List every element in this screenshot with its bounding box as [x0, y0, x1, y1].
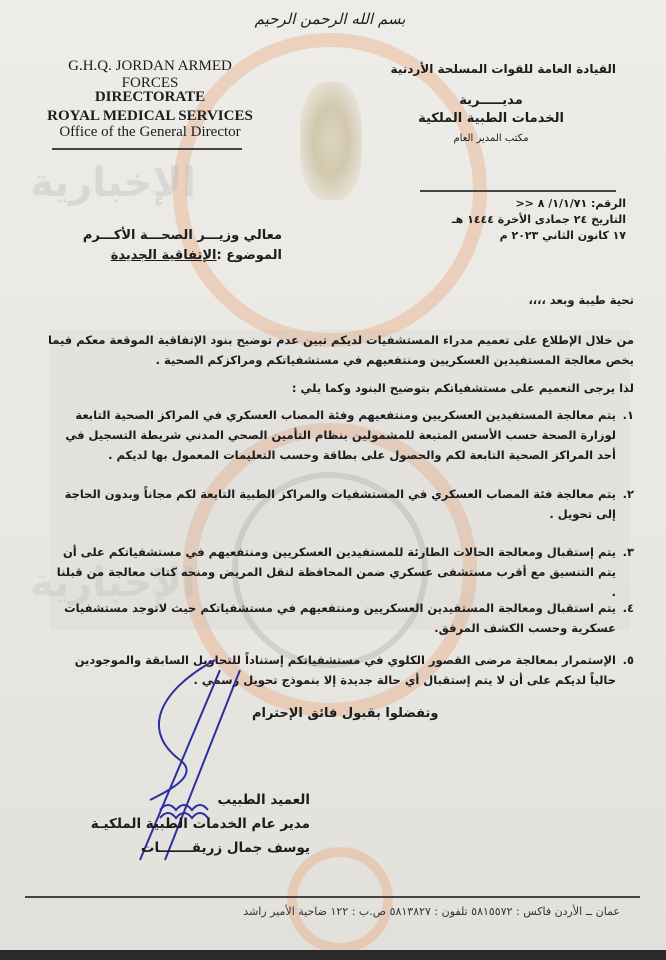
signatory-name: يوسف جمال زريقـــــــات	[140, 840, 310, 856]
header-ar-directorate-line: مديـــــرية	[459, 93, 523, 108]
ref-gregorian-date: ١٧ كانون الثاني ٢٠٢٣ م	[499, 229, 626, 242]
header-ar-rms-line: الخدمات الطبية الملكية	[418, 111, 564, 126]
reference-block	[416, 196, 626, 244]
ref-number-value: ١/١/٧١/ ٨ <<	[515, 197, 588, 210]
list-item-number: ١.	[622, 408, 634, 422]
list-item	[54, 650, 634, 690]
list-item-text: يتم معالجة المستفيدين العسكريين ومنتفعيهم وفئة المصاب العسكري في المراكز الصحية التابعة لوزارة الصحة حسب الأسس المتبعة للمشمولين بنظام التأمين الصحي المدني شريطة التسجيل في أحد المراكز الصحية التابعة لكم والحصول على بطاقة وحسب التعليمات المعمول بها لديكم .	[65, 408, 616, 462]
request-paragraph: لذا يرجى التعميم على مستشفياتكم بتوضيح البنود وكما يلي :	[291, 381, 634, 395]
header-en-directorate-line: DIRECTORATE	[94, 89, 206, 105]
list-item-number: ٢.	[622, 487, 634, 501]
header-divider-right	[420, 190, 616, 192]
watermark-text: الإخبارية	[30, 560, 196, 606]
photo-edge	[0, 950, 666, 960]
list-item-text: يتم استقبال ومعالجة المستفيدين العسكريين ومنتفعيهم في مستشفياتكم حيث لاتوجد مستشفيات عسكرية وحسب الكشف المرفق.	[64, 601, 616, 635]
footer-address: عمان ــ الأردن فاكس : ٥٨١٥٥٧٢ تلفون : ٥٨١٣٨٢٧ ص.ب : ١٢٢ ضاحية الأمير راشد	[243, 905, 620, 918]
ref-hijri-date: ٢٤ جمادى الأخرة ١٤٤٤ هـ	[451, 213, 588, 226]
signatory-title: مدير عام الخدمات الطبية الملكيـة	[90, 816, 310, 832]
list-item	[54, 484, 634, 524]
ref-date-label: التاريخ	[591, 213, 626, 226]
footer-divider	[25, 896, 640, 898]
closing-line: وتفضلوا بقبول فائق الإحترام	[252, 706, 439, 721]
header-ar-directorate	[411, 92, 571, 128]
list-item	[54, 542, 634, 602]
greeting: تحية طيبة وبعد ،،،،	[528, 293, 634, 307]
subject-label: الموضوع :	[216, 248, 282, 263]
subject-value: الإتفاقية الجديدة	[110, 248, 217, 263]
royal-crest-emblem	[300, 82, 362, 200]
list-item	[54, 598, 634, 638]
header-en-rms-line: ROYAL MEDICAL SERVICES	[47, 108, 253, 124]
header-divider-left	[52, 148, 242, 150]
addressee-block	[42, 226, 282, 266]
header-ar-command: القيادة العامة للقوات المسلحة الأردنية	[390, 62, 616, 76]
list-item-text: يتم معالجة فئة المصاب العسكري في المستشفيات والمراكز الطبية التابعة لكم مجاناً وبدون الحاجة إلى تحويل .	[64, 487, 616, 521]
signatory-rank: العميد الطبيب	[217, 792, 310, 808]
basmala: بسم الله الرحمن الرحيم	[254, 10, 406, 28]
list-item-number: ٣.	[622, 545, 634, 559]
recipient: معالي وزيـــر الصحـــة الأكـــرم	[82, 228, 282, 243]
intro-paragraph: من خلال الإطلاع على تعميم مدراء المستشفيات لديكم تبين عدم توضيح بنود الإتفاقية الموقعة معكم فيما يخص معالجة المستفيدين العسكريين ومنتفعيهم في مستشفياتكم ومراكزكم الصحية .	[47, 333, 634, 367]
list-item-text: يتم إستقبال ومعالجة الحالات الطارئة للمستفيدين العسكريين ومنتفعيهم في مستشفياتكم على أن يتم التنسيق مع أقرب مستشفى عسكري ضمن المحافظة لنقل المريض ومنحه كتاب معالجة من قبلنا .	[56, 545, 616, 599]
list-item-number: ٥.	[622, 653, 634, 667]
header-ar-office: مكتب المدير العام	[453, 133, 529, 144]
header-en-directorate	[40, 88, 260, 126]
list-item	[54, 405, 634, 465]
list-item-text: الإستمرار بمعالجة مرضى القصور الكلوي في مستشفياتكم إستناداً للتحاويل السابقة والموجودين حالياً لديكم على أن لا يتم إستقبال أي حالة جديدة إلا بنموذج تحويل رسمي .	[74, 653, 616, 687]
watermark-text: الإخبارية	[30, 160, 196, 206]
header-en-command: G.H.Q. JORDAN ARMED FORCES	[68, 58, 232, 91]
signature-block	[70, 788, 310, 860]
ref-number-label: الرقم:	[591, 197, 626, 210]
list-item-number: ٤.	[622, 601, 634, 615]
header-en-office: Office of the General Director	[59, 124, 241, 140]
